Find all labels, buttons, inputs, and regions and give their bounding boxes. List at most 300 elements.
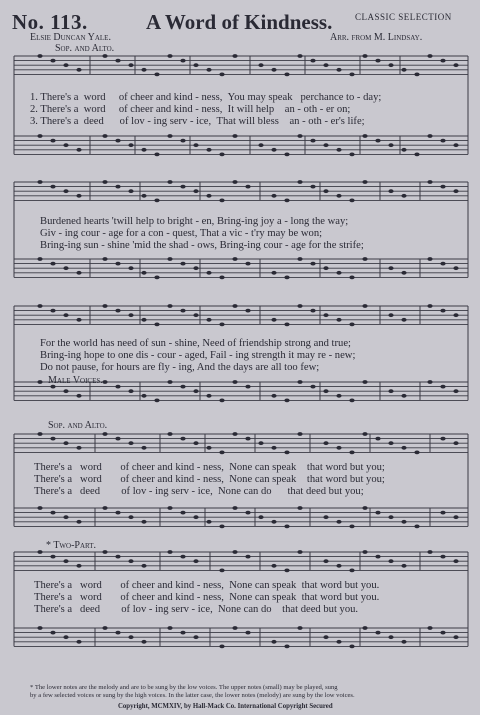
note-head bbox=[102, 54, 107, 58]
note-head bbox=[37, 180, 42, 184]
note-head bbox=[375, 59, 380, 63]
note-head bbox=[206, 68, 211, 72]
note-head bbox=[245, 309, 250, 313]
note-head bbox=[37, 380, 42, 384]
note-head bbox=[271, 194, 276, 198]
note-head bbox=[232, 257, 237, 261]
note-head bbox=[219, 645, 224, 649]
note-head bbox=[128, 559, 133, 563]
note-head bbox=[115, 139, 120, 143]
note-head bbox=[180, 437, 185, 441]
note-head bbox=[388, 313, 393, 317]
note-head bbox=[401, 394, 406, 398]
note-head bbox=[37, 432, 42, 436]
note-head bbox=[76, 520, 81, 524]
note-head bbox=[50, 555, 55, 559]
note-head bbox=[401, 68, 406, 72]
note-head bbox=[232, 180, 237, 184]
note-head bbox=[232, 54, 237, 58]
note-head bbox=[297, 432, 302, 436]
note-head bbox=[76, 68, 81, 72]
system5-verses bbox=[34, 580, 379, 616]
note-head bbox=[128, 189, 133, 193]
note-head bbox=[310, 59, 315, 63]
note-head bbox=[401, 194, 406, 198]
note-head bbox=[245, 511, 250, 515]
note-head bbox=[141, 394, 146, 398]
note-head bbox=[414, 153, 419, 157]
note-head bbox=[102, 626, 107, 630]
note-head bbox=[128, 389, 133, 393]
note-head bbox=[102, 506, 107, 510]
note-head bbox=[271, 564, 276, 568]
note-head bbox=[180, 631, 185, 635]
note-head bbox=[388, 143, 393, 147]
note-head bbox=[232, 134, 237, 138]
note-head bbox=[50, 631, 55, 635]
verse-line: There's a deed of lov - ing serv - ice, None can do that deed but you; bbox=[34, 486, 364, 497]
note-head bbox=[271, 68, 276, 72]
note-head bbox=[440, 139, 445, 143]
note-head bbox=[323, 313, 328, 317]
note-head bbox=[63, 441, 68, 445]
note-head bbox=[128, 515, 133, 519]
note-head bbox=[76, 148, 81, 152]
note-head bbox=[362, 550, 367, 554]
note-head bbox=[440, 309, 445, 313]
note-head bbox=[128, 143, 133, 147]
note-head bbox=[284, 525, 289, 529]
note-head bbox=[193, 313, 198, 317]
note-head bbox=[141, 640, 146, 644]
note-head bbox=[349, 153, 354, 157]
note-head bbox=[37, 550, 42, 554]
note-head bbox=[349, 199, 354, 203]
verse-line: Burdened hearts 'twill help to bright - en, Bring-ing joy a - long the way; bbox=[40, 216, 349, 227]
note-head bbox=[271, 520, 276, 524]
note-head bbox=[206, 271, 211, 275]
verse-line: There's a word of cheer and kind - ness, None can speak that word but you; bbox=[34, 474, 385, 485]
note-head bbox=[115, 631, 120, 635]
note-head bbox=[336, 394, 341, 398]
note-head bbox=[245, 262, 250, 266]
note-head bbox=[167, 626, 172, 630]
note-head bbox=[336, 520, 341, 524]
note-head bbox=[414, 525, 419, 529]
note-head bbox=[453, 389, 458, 393]
note-head bbox=[180, 185, 185, 189]
note-head bbox=[102, 134, 107, 138]
note-head bbox=[401, 520, 406, 524]
note-head bbox=[37, 54, 42, 58]
note-head bbox=[375, 631, 380, 635]
note-head bbox=[219, 399, 224, 403]
note-head bbox=[102, 380, 107, 384]
note-head bbox=[388, 389, 393, 393]
note-head bbox=[245, 631, 250, 635]
note-head bbox=[388, 441, 393, 445]
note-head bbox=[76, 271, 81, 275]
note-head bbox=[362, 506, 367, 510]
note-head bbox=[37, 626, 42, 630]
note-head bbox=[76, 446, 81, 450]
section-label-sop-alto: Sop. and Alto. bbox=[48, 420, 108, 431]
note-head bbox=[427, 180, 432, 184]
note-head bbox=[284, 569, 289, 573]
note-head bbox=[219, 525, 224, 529]
section-label-sop-alto: Sop. and Alto. bbox=[55, 43, 115, 54]
note-head bbox=[271, 394, 276, 398]
note-head bbox=[115, 385, 120, 389]
note-head bbox=[427, 134, 432, 138]
note-head bbox=[180, 555, 185, 559]
note-head bbox=[453, 143, 458, 147]
note-head bbox=[50, 309, 55, 313]
note-head bbox=[128, 635, 133, 639]
note-head bbox=[310, 262, 315, 266]
note-head bbox=[63, 635, 68, 639]
note-head bbox=[219, 153, 224, 157]
note-head bbox=[193, 189, 198, 193]
classification-label: CLASSIC SELECTION bbox=[355, 12, 452, 22]
note-head bbox=[453, 515, 458, 519]
note-head bbox=[232, 432, 237, 436]
note-head bbox=[102, 432, 107, 436]
note-head bbox=[297, 626, 302, 630]
note-head bbox=[414, 451, 419, 455]
note-head bbox=[37, 506, 42, 510]
note-head bbox=[284, 73, 289, 77]
note-head bbox=[349, 73, 354, 77]
hymn-title: A Word of Kindness. bbox=[146, 10, 333, 34]
note-head bbox=[193, 515, 198, 519]
note-head bbox=[219, 569, 224, 573]
copyright-notice: Copyright, MCMXIV, by Hall-Mack Co. International Copyright Secured bbox=[118, 703, 333, 710]
note-head bbox=[375, 511, 380, 515]
note-head bbox=[63, 389, 68, 393]
note-head bbox=[206, 520, 211, 524]
note-head bbox=[193, 63, 198, 67]
note-head bbox=[63, 313, 68, 317]
note-head bbox=[440, 59, 445, 63]
note-head bbox=[323, 266, 328, 270]
note-head bbox=[102, 550, 107, 554]
note-head bbox=[167, 550, 172, 554]
verse-line: Do not pause, for hours are fly - ing, And the days are all too few; bbox=[40, 362, 320, 373]
note-head bbox=[362, 380, 367, 384]
note-head bbox=[180, 309, 185, 313]
note-head bbox=[388, 635, 393, 639]
note-head bbox=[362, 432, 367, 436]
note-head bbox=[453, 189, 458, 193]
note-head bbox=[102, 180, 107, 184]
hymn-number: No. 113. bbox=[12, 10, 88, 34]
footnote: * The lower notes are the melody and are to be sung by the low voices. The upper notes (small) may be played, sung by a few selected voices or sung by the high voices. In the latter case, the lower notes (melody) are sung by the low voices. bbox=[30, 684, 355, 699]
note-head bbox=[193, 559, 198, 563]
note-head bbox=[219, 276, 224, 280]
note-head bbox=[180, 262, 185, 266]
note-head bbox=[349, 569, 354, 573]
note-head bbox=[323, 559, 328, 563]
note-head bbox=[128, 313, 133, 317]
arranger-credit: Arr. from M. Lindsay. bbox=[330, 32, 423, 43]
note-head bbox=[245, 555, 250, 559]
note-head bbox=[76, 640, 81, 644]
note-head bbox=[336, 318, 341, 322]
note-head bbox=[76, 564, 81, 568]
lyricist-credit: Elsie Duncan Yale. bbox=[30, 32, 111, 43]
note-head bbox=[232, 304, 237, 308]
note-head bbox=[440, 262, 445, 266]
note-head bbox=[180, 59, 185, 63]
note-head bbox=[37, 134, 42, 138]
note-head bbox=[336, 446, 341, 450]
note-head bbox=[76, 194, 81, 198]
note-head bbox=[323, 63, 328, 67]
note-head bbox=[336, 68, 341, 72]
note-head bbox=[440, 185, 445, 189]
note-head bbox=[167, 54, 172, 58]
note-head bbox=[50, 59, 55, 63]
note-head bbox=[284, 645, 289, 649]
note-head bbox=[167, 180, 172, 184]
note-head bbox=[297, 304, 302, 308]
system1-verses bbox=[30, 92, 381, 128]
note-head bbox=[206, 148, 211, 152]
note-head bbox=[271, 318, 276, 322]
note-head bbox=[401, 148, 406, 152]
note-head bbox=[76, 318, 81, 322]
note-head bbox=[50, 139, 55, 143]
verse-line: For the world has need of sun - shine, Need of friendship strong and true; bbox=[40, 338, 351, 349]
note-head bbox=[323, 189, 328, 193]
note-head bbox=[336, 271, 341, 275]
section-label-two-part: * Two-Part. bbox=[46, 540, 97, 551]
note-head bbox=[284, 199, 289, 203]
note-head bbox=[154, 153, 159, 157]
note-head bbox=[349, 451, 354, 455]
note-head bbox=[115, 262, 120, 266]
verse-line: There's a deed of lov - ing serv - ice, None can do that deed but you. bbox=[34, 604, 359, 615]
note-head bbox=[323, 143, 328, 147]
note-head bbox=[284, 323, 289, 327]
note-head bbox=[284, 451, 289, 455]
note-head bbox=[375, 139, 380, 143]
note-head bbox=[297, 134, 302, 138]
note-head bbox=[50, 437, 55, 441]
note-head bbox=[310, 309, 315, 313]
note-head bbox=[388, 515, 393, 519]
note-head bbox=[141, 194, 146, 198]
note-head bbox=[349, 323, 354, 327]
note-head bbox=[232, 626, 237, 630]
note-head bbox=[453, 313, 458, 317]
note-head bbox=[258, 515, 263, 519]
note-head bbox=[63, 189, 68, 193]
note-head bbox=[141, 271, 146, 275]
note-head bbox=[440, 555, 445, 559]
note-head bbox=[453, 559, 458, 563]
note-head bbox=[323, 515, 328, 519]
note-head bbox=[50, 185, 55, 189]
note-head bbox=[193, 635, 198, 639]
note-head bbox=[453, 635, 458, 639]
note-head bbox=[440, 511, 445, 515]
note-head bbox=[102, 304, 107, 308]
note-head bbox=[37, 304, 42, 308]
note-head bbox=[284, 399, 289, 403]
note-head bbox=[427, 626, 432, 630]
system3-verses bbox=[40, 338, 355, 374]
note-head bbox=[245, 185, 250, 189]
note-head bbox=[180, 511, 185, 515]
note-head bbox=[388, 266, 393, 270]
note-head bbox=[297, 180, 302, 184]
system2-verses bbox=[40, 216, 364, 252]
note-head bbox=[128, 266, 133, 270]
note-head bbox=[401, 318, 406, 322]
note-head bbox=[440, 437, 445, 441]
note-head bbox=[440, 631, 445, 635]
note-head bbox=[141, 564, 146, 568]
note-head bbox=[440, 385, 445, 389]
note-head bbox=[388, 559, 393, 563]
note-head bbox=[115, 555, 120, 559]
note-head bbox=[167, 506, 172, 510]
note-head bbox=[362, 54, 367, 58]
note-head bbox=[193, 389, 198, 393]
note-head bbox=[349, 399, 354, 403]
note-head bbox=[271, 446, 276, 450]
note-head bbox=[115, 437, 120, 441]
note-head bbox=[63, 143, 68, 147]
note-head bbox=[362, 257, 367, 261]
note-head bbox=[336, 148, 341, 152]
note-head bbox=[232, 550, 237, 554]
note-head bbox=[310, 139, 315, 143]
note-head bbox=[50, 511, 55, 515]
note-head bbox=[349, 525, 354, 529]
note-head bbox=[375, 437, 380, 441]
note-head bbox=[271, 640, 276, 644]
note-head bbox=[154, 323, 159, 327]
note-head bbox=[128, 63, 133, 67]
note-head bbox=[336, 194, 341, 198]
verse-line: 2. There's a word of cheer and kind - ness, It will help an - oth - er on; bbox=[30, 104, 351, 115]
note-head bbox=[323, 635, 328, 639]
note-head bbox=[154, 399, 159, 403]
note-head bbox=[323, 441, 328, 445]
note-head bbox=[388, 189, 393, 193]
verse-line: Bring-ing hope to one dis - cour - aged, Fail - ing strength it may re - new; bbox=[40, 350, 356, 361]
note-head bbox=[453, 63, 458, 67]
note-head bbox=[63, 559, 68, 563]
verse-line: Giv - ing cour - age for a con - quest, That a vic - t'ry may be won; bbox=[40, 228, 323, 239]
note-head bbox=[167, 380, 172, 384]
note-head bbox=[453, 266, 458, 270]
note-head bbox=[453, 441, 458, 445]
note-head bbox=[427, 54, 432, 58]
note-head bbox=[401, 271, 406, 275]
section-label-male-voices: Male Voices. bbox=[48, 375, 103, 386]
verse-line: There's a word of cheer and kind - ness, None can speak that word but you. bbox=[34, 580, 380, 591]
note-head bbox=[401, 640, 406, 644]
note-head bbox=[349, 276, 354, 280]
note-head bbox=[141, 148, 146, 152]
note-head bbox=[115, 309, 120, 313]
note-head bbox=[115, 511, 120, 515]
note-head bbox=[219, 73, 224, 77]
note-head bbox=[336, 640, 341, 644]
note-head bbox=[245, 437, 250, 441]
note-head bbox=[388, 63, 393, 67]
note-head bbox=[375, 555, 380, 559]
note-head bbox=[63, 266, 68, 270]
note-head bbox=[323, 389, 328, 393]
note-head bbox=[401, 446, 406, 450]
note-head bbox=[180, 385, 185, 389]
note-head bbox=[63, 515, 68, 519]
note-head bbox=[154, 73, 159, 77]
note-head bbox=[219, 199, 224, 203]
note-head bbox=[180, 139, 185, 143]
note-head bbox=[206, 318, 211, 322]
note-head bbox=[115, 185, 120, 189]
note-head bbox=[115, 59, 120, 63]
note-head bbox=[102, 257, 107, 261]
note-head bbox=[336, 564, 341, 568]
note-head bbox=[297, 550, 302, 554]
note-head bbox=[167, 257, 172, 261]
note-head bbox=[362, 134, 367, 138]
note-head bbox=[427, 380, 432, 384]
note-head bbox=[349, 645, 354, 649]
note-head bbox=[193, 441, 198, 445]
note-head bbox=[206, 446, 211, 450]
note-head bbox=[37, 257, 42, 261]
note-head bbox=[258, 441, 263, 445]
note-head bbox=[76, 394, 81, 398]
note-head bbox=[297, 54, 302, 58]
note-head bbox=[258, 143, 263, 147]
note-head bbox=[427, 550, 432, 554]
note-head bbox=[284, 153, 289, 157]
note-head bbox=[167, 134, 172, 138]
note-head bbox=[141, 68, 146, 72]
note-head bbox=[232, 380, 237, 384]
note-head bbox=[141, 446, 146, 450]
note-head bbox=[297, 257, 302, 261]
note-head bbox=[427, 304, 432, 308]
note-head bbox=[427, 257, 432, 261]
note-head bbox=[310, 385, 315, 389]
note-head bbox=[245, 385, 250, 389]
note-head bbox=[167, 304, 172, 308]
note-head bbox=[219, 451, 224, 455]
note-head bbox=[297, 380, 302, 384]
note-head bbox=[310, 185, 315, 189]
note-head bbox=[141, 520, 146, 524]
note-head bbox=[297, 506, 302, 510]
note-head bbox=[362, 626, 367, 630]
note-head bbox=[206, 394, 211, 398]
note-head bbox=[414, 73, 419, 77]
note-head bbox=[271, 271, 276, 275]
note-head bbox=[63, 63, 68, 67]
note-head bbox=[128, 441, 133, 445]
note-head bbox=[154, 199, 159, 203]
note-head bbox=[50, 262, 55, 266]
